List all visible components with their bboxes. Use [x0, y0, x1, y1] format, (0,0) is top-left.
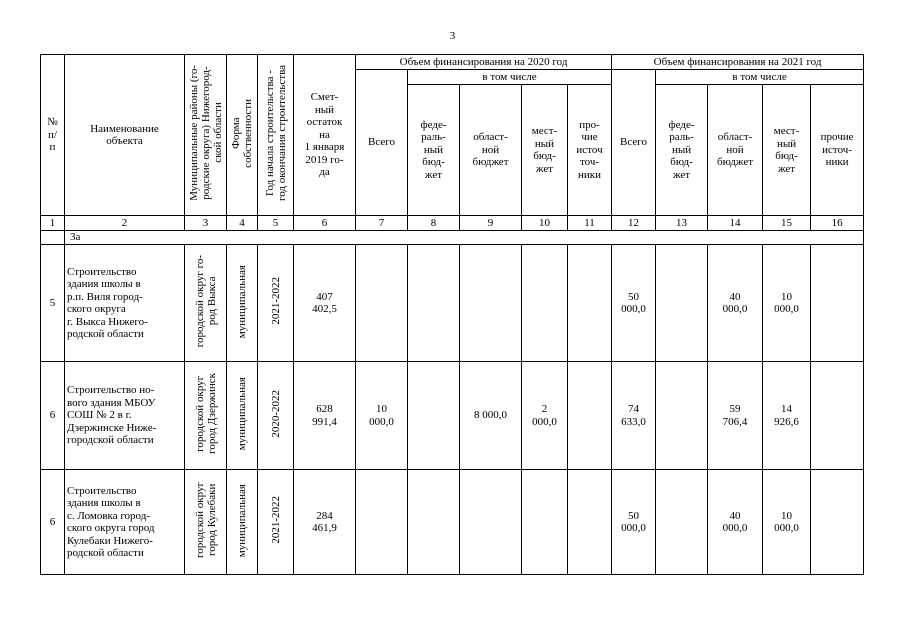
- other-2020: [568, 470, 612, 575]
- header-fin-2020: Объем финансирования на 2020 год: [356, 55, 612, 70]
- construction-years: 2021-2022: [258, 470, 294, 575]
- column-number: 11: [568, 216, 612, 231]
- district: городской округ город Кулебаки: [185, 470, 227, 575]
- header-row-1: [41, 55, 864, 70]
- table-row: [41, 470, 864, 575]
- local-2020: [522, 470, 568, 575]
- section-label: 3а: [65, 231, 864, 245]
- object-name: Строительство но- вого здания МБОУ СОШ № 2 в г. Дзержинске Ниже- городской области: [65, 362, 185, 470]
- row-num: 6: [41, 470, 65, 575]
- header-fin-2021: Объем финансирования на 2021 год: [612, 55, 864, 70]
- ownership: муниципальная: [227, 245, 258, 362]
- federal-2021: [656, 470, 708, 575]
- row-num: 5: [41, 245, 65, 362]
- table-row: [41, 362, 864, 470]
- federal-2021: [656, 245, 708, 362]
- header-num: № п/ п: [41, 55, 65, 216]
- estimated-balance: 284 461,9: [294, 470, 356, 575]
- regional-2021: 59 706,4: [708, 362, 763, 470]
- other-2021: [811, 470, 864, 575]
- table-row: [41, 245, 864, 362]
- district: городской округ го- род Выкса: [185, 245, 227, 362]
- local-2021: 10 000,0: [763, 245, 811, 362]
- other-2021: [811, 362, 864, 470]
- header-total-2020: Всего: [356, 70, 408, 216]
- column-number: 4: [227, 216, 258, 231]
- object-name: Строительство здания школы в р.п. Виля город- ского округа г. Выкса Нижего- родской области: [65, 245, 185, 362]
- regional-2021: 40 000,0: [708, 245, 763, 362]
- header-balance: Смет- ный остаток на 1 января 2019 го- да: [294, 55, 356, 216]
- total-2021: 50 000,0: [612, 470, 656, 575]
- column-number: 7: [356, 216, 408, 231]
- regional-2020: [460, 470, 522, 575]
- column-number: 1: [41, 216, 65, 231]
- local-2021: 10 000,0: [763, 470, 811, 575]
- header-local-2021: мест- ный бюд- жет: [763, 85, 811, 216]
- column-number: 10: [522, 216, 568, 231]
- local-2020: [522, 245, 568, 362]
- estimated-balance: 407 402,5: [294, 245, 356, 362]
- federal-2021: [656, 362, 708, 470]
- federal-2020: [408, 470, 460, 575]
- column-number: 12: [612, 216, 656, 231]
- construction-years: 2021-2022: [258, 245, 294, 362]
- header-district: Муниципальные районы (го- родские округа) Нижегород- ской области: [185, 55, 227, 216]
- ownership: муниципальная: [227, 470, 258, 575]
- header-federal-2021: феде- раль- ный бюд- жет: [656, 85, 708, 216]
- total-2020: 10 000,0: [356, 362, 408, 470]
- column-number: 2: [65, 216, 185, 231]
- header-including-2021: в том числе: [656, 70, 864, 85]
- regional-2020: 8 000,0: [460, 362, 522, 470]
- regional-2020: [460, 245, 522, 362]
- row-num: 6: [41, 362, 65, 470]
- header-federal-2020: феде- раль- ный бюд- жет: [408, 85, 460, 216]
- total-2021: 50 000,0: [612, 245, 656, 362]
- page-number: 3: [449, 30, 456, 42]
- header-regional-2021: област- ной бюджет: [708, 85, 763, 216]
- header-name: Наименование объекта: [65, 55, 185, 216]
- section-row: [41, 231, 864, 245]
- local-2021: 14 926,6: [763, 362, 811, 470]
- financing-table: [40, 54, 864, 575]
- column-number-row: [41, 216, 864, 231]
- header-regional-2020: област- ной бюджет: [460, 85, 522, 216]
- other-2021: [811, 245, 864, 362]
- column-number: 6: [294, 216, 356, 231]
- federal-2020: [408, 362, 460, 470]
- column-number: 16: [811, 216, 864, 231]
- other-2020: [568, 362, 612, 470]
- total-2021: 74 633,0: [612, 362, 656, 470]
- column-number: 9: [460, 216, 522, 231]
- estimated-balance: 628 991,4: [294, 362, 356, 470]
- total-2020: [356, 470, 408, 575]
- column-number: 5: [258, 216, 294, 231]
- header-total-2021: Всего: [612, 70, 656, 216]
- header-ownership: Форма собственности: [227, 55, 258, 216]
- object-name: Строительство здания школы в с. Ломовка город- ского округа город Кулебаки Нижего- родской области: [65, 470, 185, 575]
- header-local-2020: мест- ный бюд- жет: [522, 85, 568, 216]
- local-2020: 2 000,0: [522, 362, 568, 470]
- column-number: 8: [408, 216, 460, 231]
- construction-years: 2020-2022: [258, 362, 294, 470]
- header-other-2021: прочие источ- ники: [811, 85, 864, 216]
- regional-2021: 40 000,0: [708, 470, 763, 575]
- total-2020: [356, 245, 408, 362]
- column-number: 15: [763, 216, 811, 231]
- header-other-2020: про- чие источ точ- ники: [568, 85, 612, 216]
- other-2020: [568, 245, 612, 362]
- federal-2020: [408, 245, 460, 362]
- header-including-2020: в том числе: [408, 70, 612, 85]
- ownership: муниципальная: [227, 362, 258, 470]
- column-number: 13: [656, 216, 708, 231]
- header-years: Год начала строительства - год окончания строительства: [258, 55, 294, 216]
- district: городской округ город Дзержинск: [185, 362, 227, 470]
- column-number: 14: [708, 216, 763, 231]
- column-number: 3: [185, 216, 227, 231]
